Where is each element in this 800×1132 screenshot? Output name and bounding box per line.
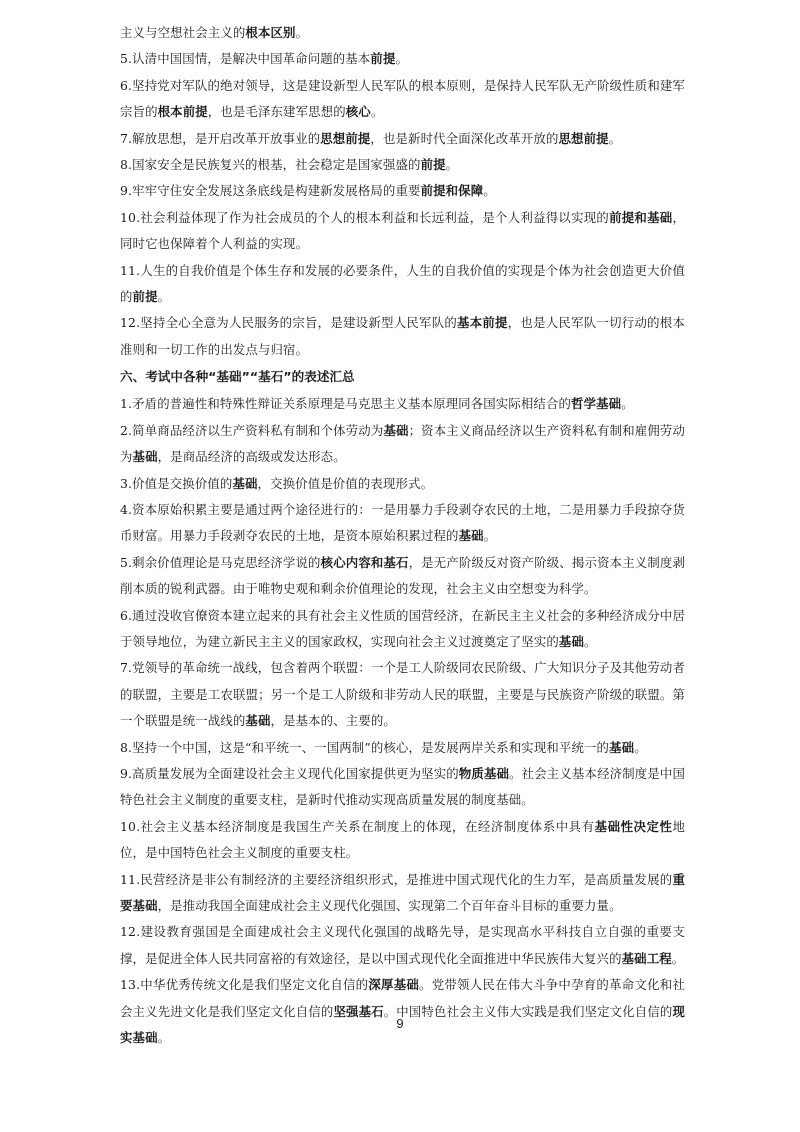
body-text: 。 [634,739,647,755]
body-text: 9.高质量发展为全面建设社会主义现代化国家提供更为坚实的 [120,765,459,781]
body-text: ，是无产阶级反对资产阶级、揭示资本主义制度剥削本质的锐利武器。由于唯物史观和剩余价值理论的发现，社会主义由空想变为科学。 [120,554,685,597]
body-text: ，是基本的、主要的。 [270,713,396,729]
emphasis-text: 基础 [245,713,271,729]
body-text: 。 [483,183,496,199]
emphasis-text: 前提 [420,157,446,173]
body-text: 。党带领人民在伟大斗争中孕育的革命文化和社会主义先进文化是我们坚定文化自信的 [120,977,685,1019]
body-text: 2.简单商品经济以生产资料私有制和个体劳动为 [120,422,384,438]
body-text: ，也是毛泽东建军思想的 [207,104,346,120]
emphasis-text: 前提 [370,51,396,67]
list-item [120,497,685,550]
body-text: 3.价值是交换价值的 [120,475,233,491]
emphasis-text: 思想前提 [320,130,371,146]
list-item [120,178,685,204]
body-text: 11.民营经济是非公有制经济的主要经济组织形式，是推进中国式现代化的生力军，是高质量发展的 [120,871,673,887]
list-item [120,814,685,867]
emphasis-text: 根本前提 [157,104,208,120]
list-item [120,867,685,920]
body-text: 。 [157,1030,171,1046]
list-item [120,603,685,656]
emphasis-text: 核心内容和基石 [320,554,409,570]
section-heading: 六、考试中各种“基础”“基石”的表述汇总 [120,369,355,385]
emphasis-text: 前提 [132,289,158,305]
emphasis-text: 哲学基础 [571,396,622,412]
body-text: 4.资本原始积累主要是通过两个途径进行的：一是用暴力手段剥夺农民的土地，二是用暴力手段掠夺货币财富。用暴力手段剥夺农民的土地，是资本原始积累过程的 [120,501,685,544]
document-body [120,20,685,1051]
emphasis-text: 基础 [132,449,158,465]
emphasis-text: 基础 [609,739,635,755]
body-text: 。 [584,633,597,649]
emphasis-text: 基本前提 [457,315,508,331]
list-item [120,391,685,417]
page-number: 9 [396,1016,404,1031]
list-item [120,655,685,734]
list-item [120,46,685,72]
body-text: 5.剩余价值理论是马克思经济学说的 [120,554,321,570]
emphasis-text: 基础 [232,475,258,491]
emphasis-text: 现实基础 [120,1003,686,1046]
body-text: 6.通过没收官僚资本建立起来的具有社会主义性质的国营经济，在新民主主义社会的多种经济成分中居于领导地位，为建立新民主主义的国家政权，实现向社会主义过渡奠定了坚实的 [120,607,685,649]
body-text: 8.坚持一个中国，这是“和平统一、一国两制”的核心，是发展两岸关系和实现和平统一的 [120,739,610,755]
body-text: 。 [157,289,171,305]
emphasis-text: 基础 [458,528,484,544]
list-item [120,919,685,972]
body-text: 主义与空想社会主义的 [120,25,246,40]
body-text: 7.解放思想，是开启改革开放事业的 [120,130,321,146]
emphasis-text: 根本区别 [245,25,296,40]
body-text: 。 [608,130,622,146]
list-item [120,761,685,814]
emphasis-text: 核心 [345,104,371,120]
prerequisite-list [120,20,685,363]
emphasis-text: 重要基础 [120,871,685,913]
body-text: ，同时它也保障着个人利益的实现。 [120,209,685,252]
body-text: 12.坚持全心全意为人民服务的宗旨，是建设新型人民军队的 [120,315,458,331]
list-item [120,418,685,471]
body-text: 。中国特色社会主义伟大实践是我们坚定文化自信的 [383,1003,673,1019]
list-item [120,735,685,761]
emphasis-text: 思想前提 [558,130,609,146]
list-item [120,972,685,1051]
body-text: 10.社会主义基本经济制度是我国生产关系在制度上的体现，在经济制度体系中具有 [120,818,595,834]
body-text: 。 [445,157,459,173]
list-item [120,550,685,603]
body-text: 。 [395,51,409,67]
emphasis-text: 前提和基础 [609,209,673,225]
list-item [120,310,685,363]
list-item [120,258,685,311]
list-item [120,20,685,46]
body-text: 。 [370,104,384,120]
body-text: 7.党领导的革命统一战线，包含着两个联盟：一个是工人阶级同农民阶级、广大知识分子及其他劳动者的联盟，主要是工农联盟；另一个是工人阶级和非劳动人民的联盟，主要是与民族资产阶级的联盟。第一个联盟是统一战线的 [120,660,685,729]
body-text: 。 [671,950,685,966]
emphasis-text: 基础 [558,633,585,649]
body-text: 。社会主义基本经济制度是中国特色社会主义制度的重要支柱，是新时代推动实现高质量发展的制度基础。 [120,765,685,808]
emphasis-text: 物质基础 [458,765,510,781]
emphasis-text: 前提和保障 [420,183,484,199]
list-item [120,471,685,497]
emphasis-text: 基础工程 [621,950,672,966]
body-text: 10.社会利益体现了作为社会成员的个人的根本利益和长远利益，是个人利益得以实现的 [120,209,610,225]
body-text: ，交换价值是价值的表现形式。 [257,475,434,491]
body-text: 13.中华优秀传统文化是我们坚定文化自信的 [120,977,369,993]
body-text: 。 [621,396,634,412]
list-item [120,73,685,126]
body-text: 11.人生的自我价值是个体生存和发展的必要条件，人生的自我价值的实现是个体为社会创造更大价值的 [120,262,685,305]
body-text: 9.牢牢守住安全发展这条底线是构建新发展格局的重要 [120,183,421,199]
emphasis-text: 基础 [383,422,409,438]
body-text: ，也是新时代全面深化改革开放的 [370,130,559,146]
body-text: 5.认清中国国情，是解决中国革命问题的基本 [120,51,371,67]
foundation-list [120,391,685,1051]
body-text: 1.矛盾的普遍性和特殊性辩证关系原理是马克思主义基本原理同各国实际相结合的 [120,396,572,412]
body-text: 12.建设教育强国是全面建成社会主义现代化强国的战略先导，是实现高水平科技自立自强的重要支撑，是促进全体人民共同富裕的有效途径，是以中国式现代化全面推进中华民族伟大复兴的 [120,924,685,966]
body-text: 。 [483,528,497,544]
body-text: 8.国家安全是民族复兴的根基，社会稳定是国家强盛的 [120,157,421,173]
body-text: ，也是人民军队一切行动的根本准则和一切工作的出发点与归宿。 [120,315,685,357]
list-item [120,152,685,178]
emphasis-text: 坚强基石 [333,1003,384,1019]
body-text: 地位，是中国特色社会主义制度的重要支柱。 [120,818,686,861]
body-text: ，是商品经济的高级或发达形态。 [157,449,346,465]
body-text: 6.坚持党对军队的绝对领导，这是建设新型人民军队的根本原则，是保持人民军队无产阶级性质和建军宗旨的 [120,77,685,120]
body-text: ；资本主义商品经济以生产资料私有制和雇佣劳动为 [120,422,685,465]
emphasis-text: 深厚基础 [368,977,420,993]
emphasis-text: 基础性决定性 [594,818,673,834]
list-item [120,205,685,258]
body-text: ，是推动我国全面建成社会主义现代化强国、实现第二个百年奋斗目标的重要力量。 [157,898,622,913]
list-item [120,126,685,152]
body-text: 。 [295,25,309,40]
